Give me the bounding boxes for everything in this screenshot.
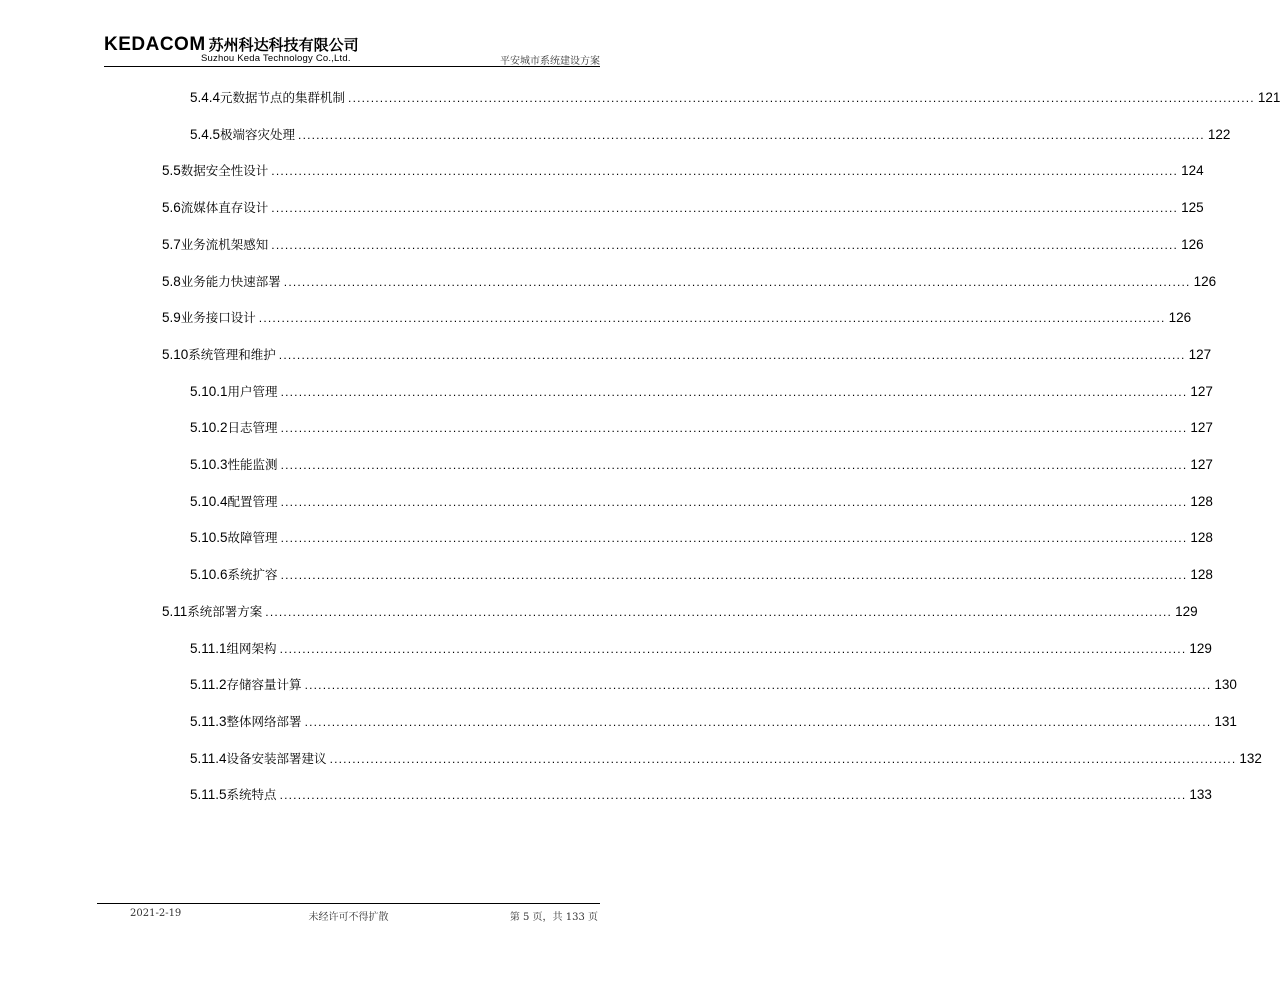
toc-entry[interactable]: [190, 565, 1213, 587]
toc-entry-number: 5.10.5: [190, 530, 228, 546]
toc-entry-title: 业务流机架感知: [180, 236, 269, 252]
toc-entry-page: 126: [1193, 273, 1217, 289]
toc-entry-number: 5.11.4: [190, 750, 227, 766]
brand-name: KEDACOM: [104, 34, 206, 55]
toc-entry-page: 126: [1181, 236, 1204, 252]
toc-entry-title: 故障管理: [227, 530, 278, 546]
toc-entry[interactable]: [190, 785, 1212, 807]
toc-entry-page: 132: [1239, 750, 1262, 766]
toc-entry-number: 5.10: [162, 346, 189, 362]
toc-leader-dots: ........................................................................................................................................................................................................: [304, 678, 1212, 693]
toc-entry[interactable]: [190, 492, 1213, 514]
document-title: 平安城市系统建设方案: [500, 56, 600, 67]
toc-entry-page: 126: [1168, 310, 1192, 326]
toc-entry-page: 128: [1190, 493, 1213, 509]
toc-leader-dots: ........................................................................................................................................................................................................: [298, 127, 1205, 142]
page-header: [104, 34, 600, 66]
toc-entry[interactable]: [162, 308, 1192, 330]
toc-entry-title: 整体网络部署: [226, 713, 302, 729]
toc-leader-dots: ........................................................................................................................................................................................................: [258, 311, 1166, 326]
footer-date: 2021-2-19: [130, 908, 182, 919]
toc-leader-dots: ........................................................................................................................................................................................................: [280, 494, 1188, 509]
toc-leader-dots: ........................................................................................................................................................................................................: [280, 531, 1188, 546]
toc-entry-page: 127: [1190, 420, 1213, 436]
toc-entry[interactable]: [190, 418, 1213, 440]
toc-entry[interactable]: [190, 639, 1212, 661]
toc-entry[interactable]: [190, 125, 1231, 147]
toc-leader-dots: ........................................................................................................................................................................................................: [280, 421, 1188, 436]
toc-entry-page: 128: [1190, 567, 1213, 583]
toc-entry-number: 5.10.4: [190, 493, 228, 509]
toc-entry-number: 5.7: [162, 236, 181, 252]
toc-leader-dots: ........................................................................................................................................................................................................: [348, 91, 1255, 105]
toc-leader-dots: ........................................................................................................................................................................................................: [329, 751, 1237, 766]
toc-entry-title: 用户管理: [227, 383, 278, 399]
toc-entry-page: 127: [1188, 346, 1212, 362]
toc-entry-number: 5.11: [162, 603, 188, 619]
toc-entry[interactable]: [190, 455, 1213, 477]
toc-entry-page: 124: [1181, 163, 1204, 179]
toc-entry-number: 5.4.5: [190, 126, 221, 142]
toc-leader-dots: ........................................................................................................................................................................................................: [304, 714, 1212, 729]
toc-entry-title: 系统扩容: [227, 567, 278, 583]
toc-entry-page: 127: [1190, 457, 1213, 472]
toc-entry-number: 5.6: [162, 200, 181, 216]
toc-entry[interactable]: [190, 749, 1262, 771]
toc-leader-dots: ........................................................................................................................................................................................................: [279, 788, 1187, 803]
page-footer: [97, 908, 600, 924]
toc-entry[interactable]: [190, 382, 1213, 404]
brand-name-english: Suzhou Keda Technology Co.,Ltd.: [201, 53, 351, 64]
toc-entry-title: 组网架构: [226, 640, 277, 656]
toc-entry-page: 129: [1175, 603, 1198, 619]
toc-entry[interactable]: [190, 712, 1237, 734]
toc-entry-title: 流媒体直存设计: [180, 200, 269, 216]
toc-entry-number: 5.10.6: [190, 567, 228, 583]
toc-entry-title: 系统部署方案: [187, 603, 263, 619]
toc-entry-page: 128: [1190, 530, 1213, 546]
toc-entry-page: 133: [1189, 787, 1212, 803]
toc-leader-dots: ........................................................................................................................................................................................................: [271, 201, 1179, 216]
toc-entry-number: 5.11.3: [190, 713, 227, 729]
toc-entry-page: 130: [1214, 677, 1237, 693]
toc-entry[interactable]: [162, 235, 1204, 257]
toc-entry-title: 系统管理和维护: [188, 346, 276, 362]
toc-entry[interactable]: [190, 675, 1237, 697]
toc-entry-page: 131: [1214, 713, 1237, 729]
toc-leader-dots: ........................................................................................................................................................................................................: [280, 458, 1188, 472]
toc-entry-title: 业务能力快速部署: [180, 273, 281, 289]
toc-entry-number: 5.4.4: [190, 90, 221, 105]
toc-entry-title: 存储容量计算: [226, 677, 302, 693]
footer-notice: 未经许可不得扩散: [308, 912, 389, 923]
toc-entry[interactable]: [162, 345, 1212, 367]
toc-leader-dots: ........................................................................................................................................................................................................: [280, 568, 1188, 583]
toc-entry-number: 5.11.1: [190, 640, 227, 656]
toc-entry-page: 125: [1181, 200, 1204, 216]
toc-entry-title: 性能监测: [227, 457, 278, 472]
toc-leader-dots: ........................................................................................................................................................................................................: [271, 164, 1179, 179]
toc-entry-number: 5.9: [162, 310, 181, 326]
toc-entry-title: 系统特点: [226, 787, 277, 803]
toc-leader-dots: ........................................................................................................................................................................................................: [271, 237, 1179, 252]
toc-entry-title: 配置管理: [227, 493, 278, 509]
toc-entry-number: 5.10.2: [190, 420, 228, 436]
toc-entry-number: 5.10.1: [190, 383, 228, 399]
toc-entry[interactable]: [162, 602, 1198, 624]
toc-entry-number: 5.11.2: [190, 677, 227, 693]
toc-entry[interactable]: [162, 272, 1217, 294]
toc-entry-title: 日志管理: [227, 420, 278, 436]
toc-entry-page: 127: [1190, 383, 1213, 399]
toc-entry-title: 极端容灾处理: [220, 126, 296, 142]
footer-page-info: 第 5 页，共 133 页: [509, 912, 598, 923]
toc-entry-number: 5.11.5: [190, 787, 227, 803]
toc-entry[interactable]: [190, 88, 1280, 110]
toc-entry-number: 5.8: [162, 273, 181, 289]
toc-entry[interactable]: [162, 161, 1204, 183]
toc-leader-dots: ........................................................................................................................................................................................................: [278, 347, 1186, 362]
header-divider: [104, 66, 600, 67]
toc-entry-number: 5.10.3: [190, 457, 228, 472]
toc-entry-title: 设备安装部署建议: [226, 750, 327, 766]
toc-entry[interactable]: [190, 528, 1213, 550]
toc-leader-dots: ........................................................................................................................................................................................................: [283, 274, 1191, 289]
toc-entry-title: 业务接口设计: [180, 310, 256, 326]
toc-entry-page: 122: [1207, 126, 1231, 142]
toc-entry-title: 元数据节点的集群机制: [220, 90, 346, 105]
toc-leader-dots: ........................................................................................................................................................................................................: [280, 384, 1188, 399]
footer-divider: [97, 903, 600, 904]
toc-leader-dots: ........................................................................................................................................................................................................: [279, 641, 1187, 656]
toc-entry-page: 129: [1189, 640, 1212, 656]
toc-entry-title: 数据安全性设计: [180, 163, 269, 179]
toc-entry[interactable]: [162, 198, 1204, 220]
toc-entry-number: 5.5: [162, 163, 181, 179]
toc-leader-dots: ........................................................................................................................................................................................................: [265, 604, 1173, 619]
brand-name-chinese: 苏州科达科技有限公司: [208, 36, 359, 54]
toc-entry-page: 121: [1257, 90, 1280, 105]
